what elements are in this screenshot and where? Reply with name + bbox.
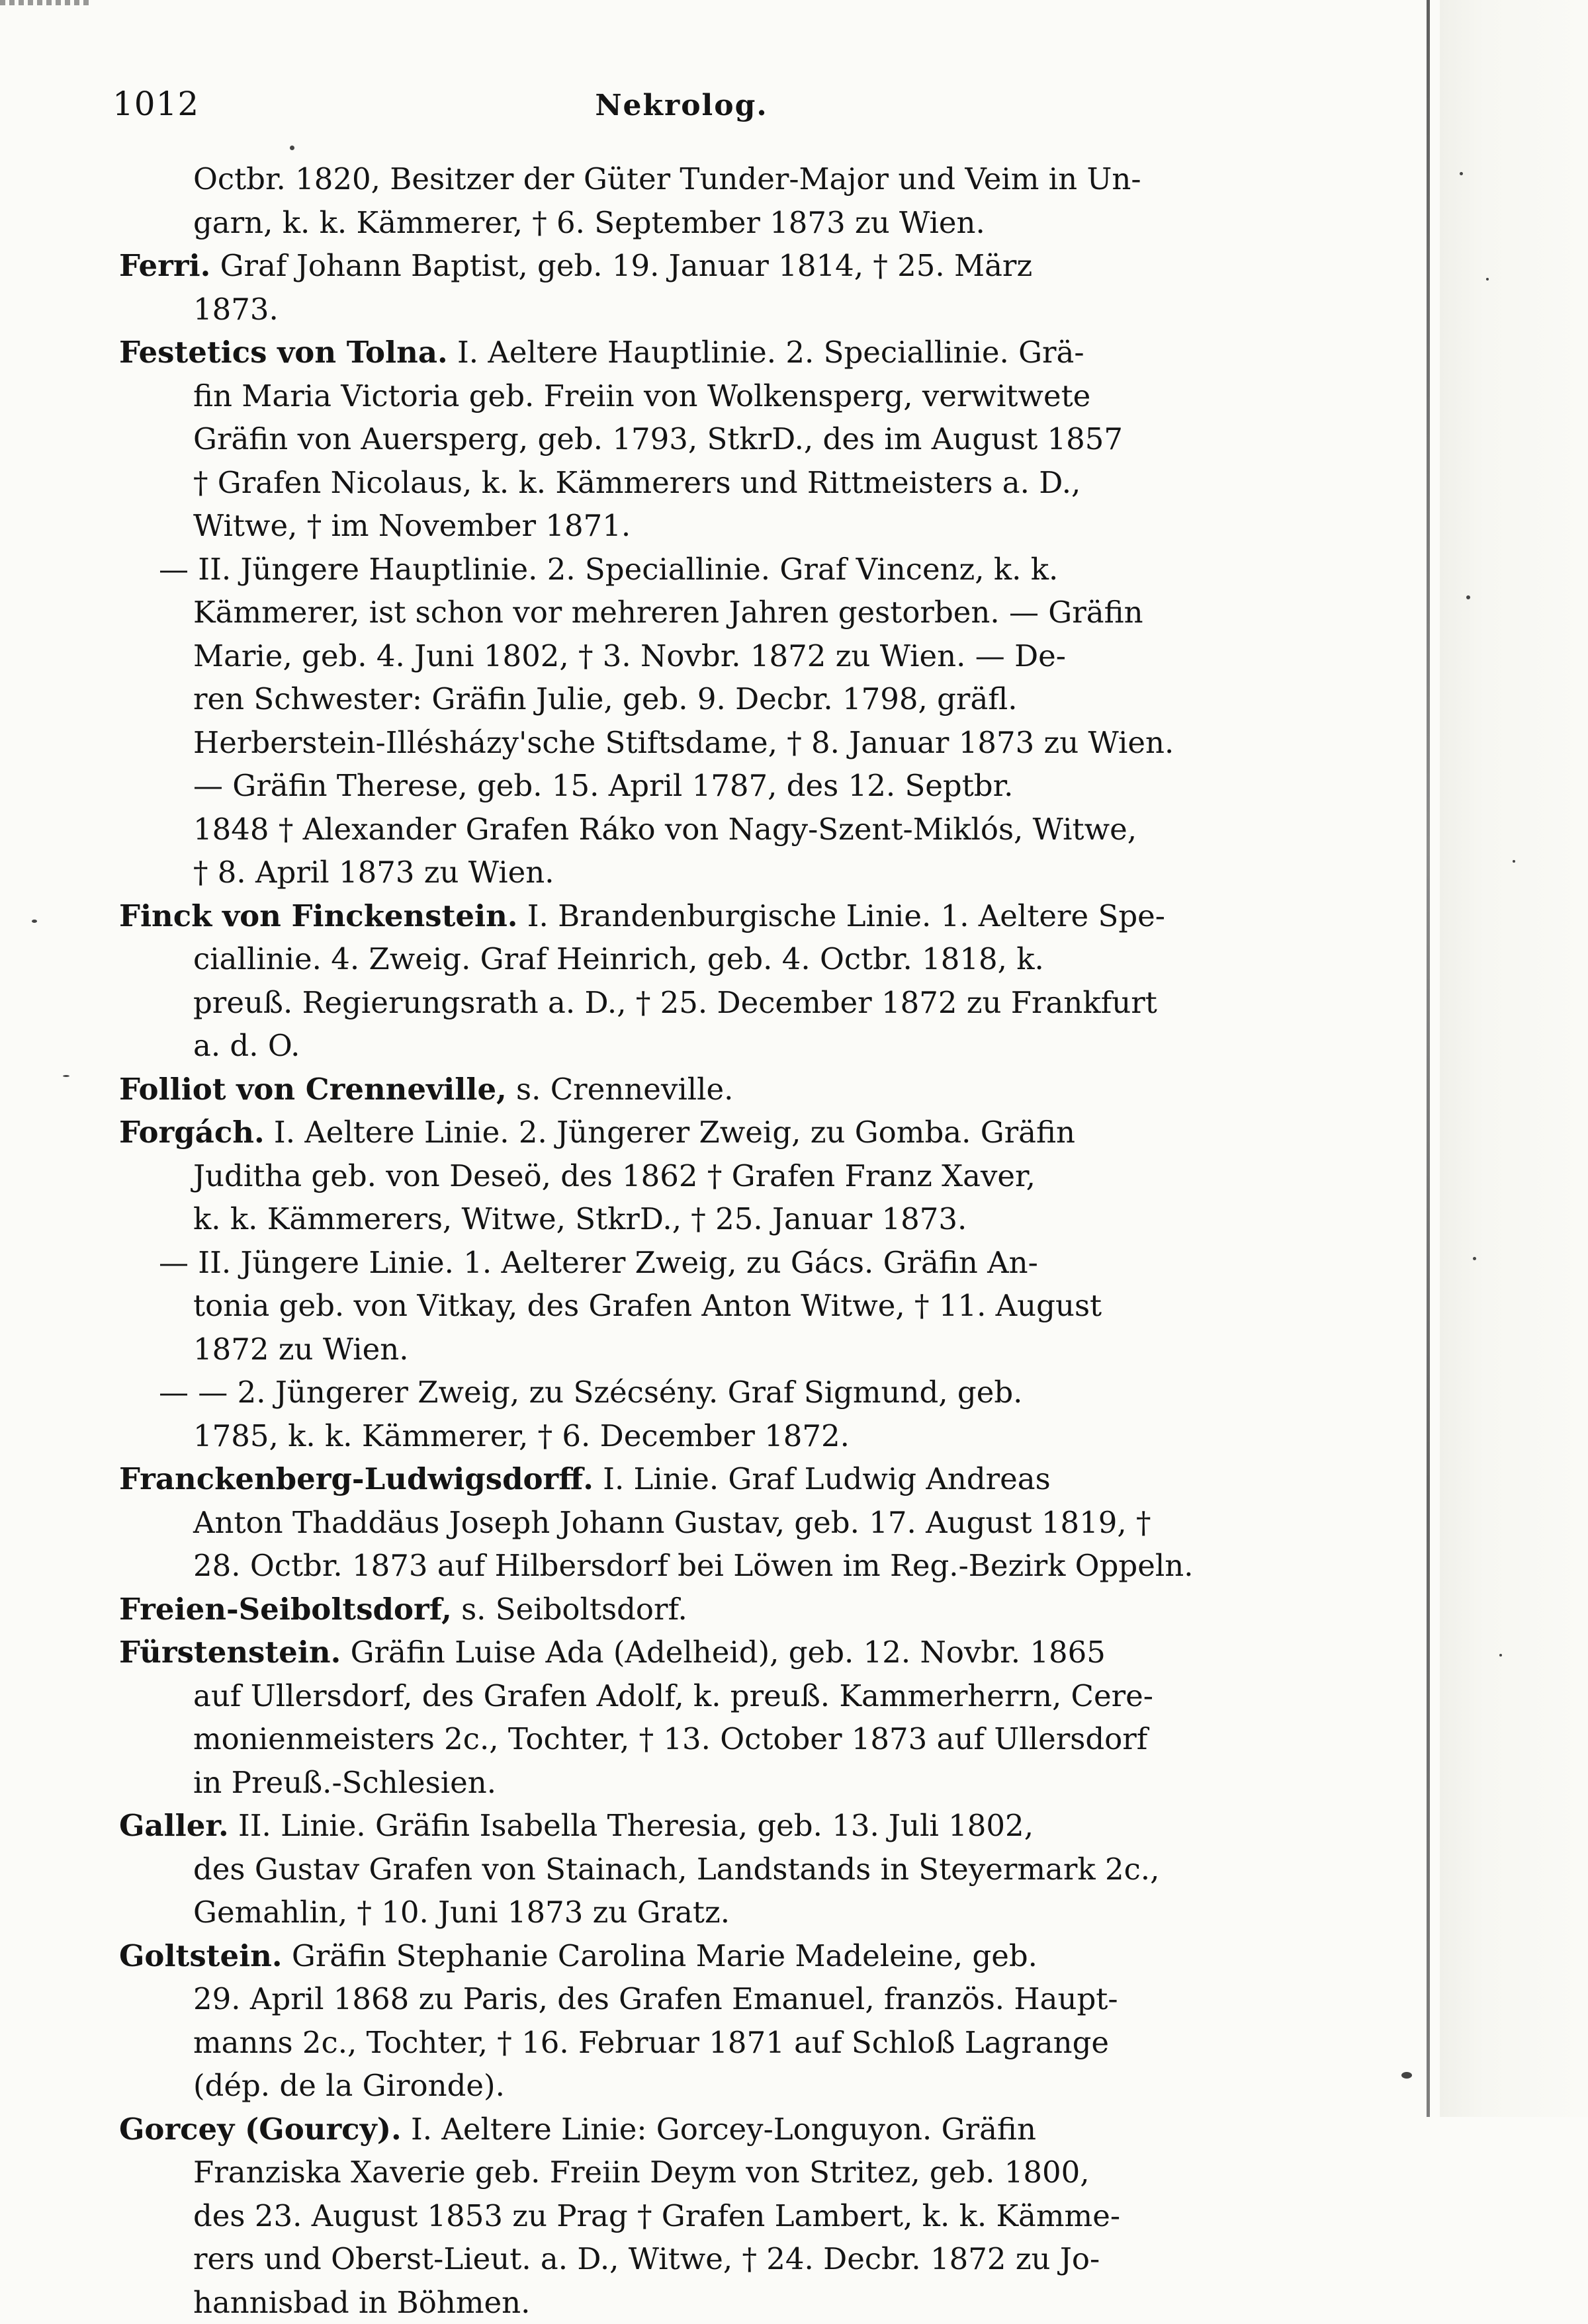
text-line: ren Schwester: Gräfin Julie, geb. 9. Decbr. 1798, gräfl. [119,677,1310,721]
text-line: I. Aeltere Linie. 2. Jüngerer Zweig, zu Gomba. Gräfin [265,1115,1075,1150]
entry-headword: Freien-Seiboltsdorf, [119,1592,452,1627]
entry-headword: Folliot von Crenneville, [119,1072,507,1107]
text-line: † 8. April 1873 zu Wien. [119,851,1310,894]
entry-headword: Fürstenstein. [119,1635,341,1670]
scan-speck [1460,172,1463,175]
text-line: Kämmerer, ist schon vor mehreren Jahren gestorben. — Gräfin [119,591,1310,634]
text-line: rers und Oberst-Lieut. a. D., Witwe, † 24. Decbr. 1872 zu Jo- [119,2237,1310,2281]
text-line: Herberstein-Illésházy'sche Stiftsdame, † 8. Januar 1873 zu Wien. [119,721,1310,765]
text-line: fin Maria Victoria geb. Freiin von Wolkensperg, verwitwete [119,374,1310,418]
text-line: Franziska Xaverie geb. Freiin Deym von Stritez, geb. 1800, [119,2151,1310,2194]
text-line: ciallinie. 4. Zweig. Graf Heinrich, geb. 4. Octbr. 1818, k. [119,937,1310,981]
text-line: (dép. de la Gironde). [119,2064,1310,2108]
text-line: Anton Thaddäus Joseph Johann Gustav, geb. 17. August 1819, † [119,1501,1310,1545]
text-line: — II. Jüngere Linie. 1. Aelterer Zweig, zu Gács. Gräfin An- [119,1241,1310,1285]
list-item [119,1588,1310,1631]
page-number: 1012 [112,85,199,123]
text-line: k. k. Kämmerers, Witwe, StkrD., † 25. Januar 1873. [119,1197,1310,1241]
text-line: 1848 † Alexander Grafen Ráko von Nagy-Szent-Miklós, Witwe, [119,808,1310,851]
text-line: manns 2c., Tochter, † 16. Februar 1871 auf Schloß Lagrange [119,2021,1310,2065]
list-item [119,1457,1310,1588]
text-line: I. Aeltere Linie: Gorcey-Longuyon. Gräfin [402,2112,1036,2147]
text-line: I. Linie. Graf Ludwig Andreas [594,1461,1051,1496]
running-head: Nekrolog. [112,89,1251,122]
text-line: Juditha geb. von Deseö, des 1862 † Grafen Franz Xaver, [119,1154,1310,1198]
scan-speck [1401,2072,1412,2079]
scan-speck [1513,860,1515,863]
text-line: — II. Jüngere Hauptlinie. 2. Speciallinie. Graf Vincenz, k. k. [119,548,1310,591]
scan-edge-mark [0,0,93,5]
list-item [119,894,1310,1068]
list-item [119,1934,1310,2108]
text-line: Gräfin Luise Ada (Adelheid), geb. 12. Novbr. 1865 [341,1635,1106,1670]
text-line: Marie, geb. 4. Juni 1802, † 3. Novbr. 1872 zu Wien. — De- [119,634,1310,678]
text-line: † Grafen Nicolaus, k. k. Kämmerers und Rittmeisters a. D., [119,461,1310,505]
entry-headword: Franckenberg-Ludwigsdorff. [119,1461,594,1496]
text-line: in Preuß.-Schlesien. [119,1761,1310,1805]
text-line: hannisbad in Böhmen. [119,2281,1310,2324]
list-item [119,157,1310,244]
text-line: I. Brandenburgische Linie. 1. Aeltere Spe- [517,898,1165,933]
list-item [119,2108,1310,2324]
entry-headword: Forgách. [119,1115,265,1150]
list-item [119,1371,1310,1457]
text-line: Witwe, † im November 1871. [119,504,1310,548]
text-line: Gräfin von Auersperg, geb. 1793, StkrD., des im August 1857 [119,417,1310,461]
text-line: 29. April 1868 zu Paris, des Grafen Emanuel, französ. Haupt- [119,1977,1310,2021]
entry-headword: Goltstein. [119,1938,283,1973]
list-item [119,244,1310,331]
text-line: 1873. [119,288,1310,331]
text-line: monienmeisters 2c., Tochter, † 13. October 1873 auf Ullersdorf [119,1717,1310,1761]
adjacent-page-bleed [1440,0,1588,2117]
list-item [119,331,1310,548]
scan-speck [1499,1654,1502,1657]
text-line: Graf Johann Baptist, geb. 19. Januar 1814, † 25. März [210,248,1032,283]
entry-headword: Gorcey (Gourcy). [119,2112,402,2147]
scan-speck [1466,595,1470,599]
scan-speck [32,920,37,923]
text-line: Gemahlin, † 10. Juni 1873 zu Gratz. [119,1891,1310,1934]
scan-speck [290,146,294,150]
list-item [119,1804,1310,1934]
text-line: I. Aeltere Hauptlinie. 2. Speciallinie. Grä- [448,335,1084,370]
scan-speck [1473,1257,1476,1260]
entry-headword: Ferri. [119,248,210,283]
text-line: a. d. O. [119,1024,1310,1068]
list-item [119,1241,1310,1371]
entry-headword: Galler. [119,1808,229,1843]
text-line: des 23. August 1853 zu Prag † Grafen Lambert, k. k. Kämme- [119,2194,1310,2238]
text-line: s. Crenneville. [507,1072,734,1107]
page-header [112,85,1251,131]
list-item [119,1631,1310,1804]
scan-speck [63,1075,69,1077]
entry-headword: Finck von Finckenstein. [119,898,517,933]
text-line: s. Seiboltsdorf. [452,1592,687,1627]
obituary-text [119,157,1310,2324]
text-line: preuß. Regierungsrath a. D., † 25. December 1872 zu Frankfurt [119,981,1310,1025]
text-line: tonia geb. von Vitkay, des Grafen Anton Witwe, † 11. August [119,1284,1310,1328]
list-item [119,1068,1310,1111]
list-item [119,548,1310,894]
text-line: 1785, k. k. Kämmerer, † 6. December 1872. [119,1414,1310,1458]
text-line: II. Linie. Gräfin Isabella Theresia, geb. 13. Juli 1802, [229,1808,1034,1843]
text-line: 1872 zu Wien. [119,1328,1310,1371]
list-item [119,1111,1310,1241]
text-line: — Gräfin Therese, geb. 15. April 1787, des 12. Septbr. [119,764,1310,808]
text-line: des Gustav Grafen von Stainach, Landstands in Steyermark 2c., [119,1848,1310,1891]
text-line: Octbr. 1820, Besitzer der Güter Tunder-Major und Veim in Un- [119,157,1310,201]
text-line: garn, k. k. Kämmerer, † 6. September 1873 zu Wien. [119,201,1310,245]
text-line: auf Ullersdorf, des Grafen Adolf, k. preuß. Kammerherrn, Cere- [119,1674,1310,1718]
text-line: 28. Octbr. 1873 auf Hilbersdorf bei Löwen im Reg.-Bezirk Oppeln. [119,1544,1310,1588]
text-line: Gräfin Stephanie Carolina Marie Madeleine, geb. [283,1938,1037,1973]
entry-headword: Festetics von Tolna. [119,335,448,370]
page-gutter-divider [1427,0,1430,2117]
text-line: — — 2. Jüngerer Zweig, zu Szécsény. Graf Sigmund, geb. [119,1371,1310,1414]
scan-speck [1486,278,1489,280]
